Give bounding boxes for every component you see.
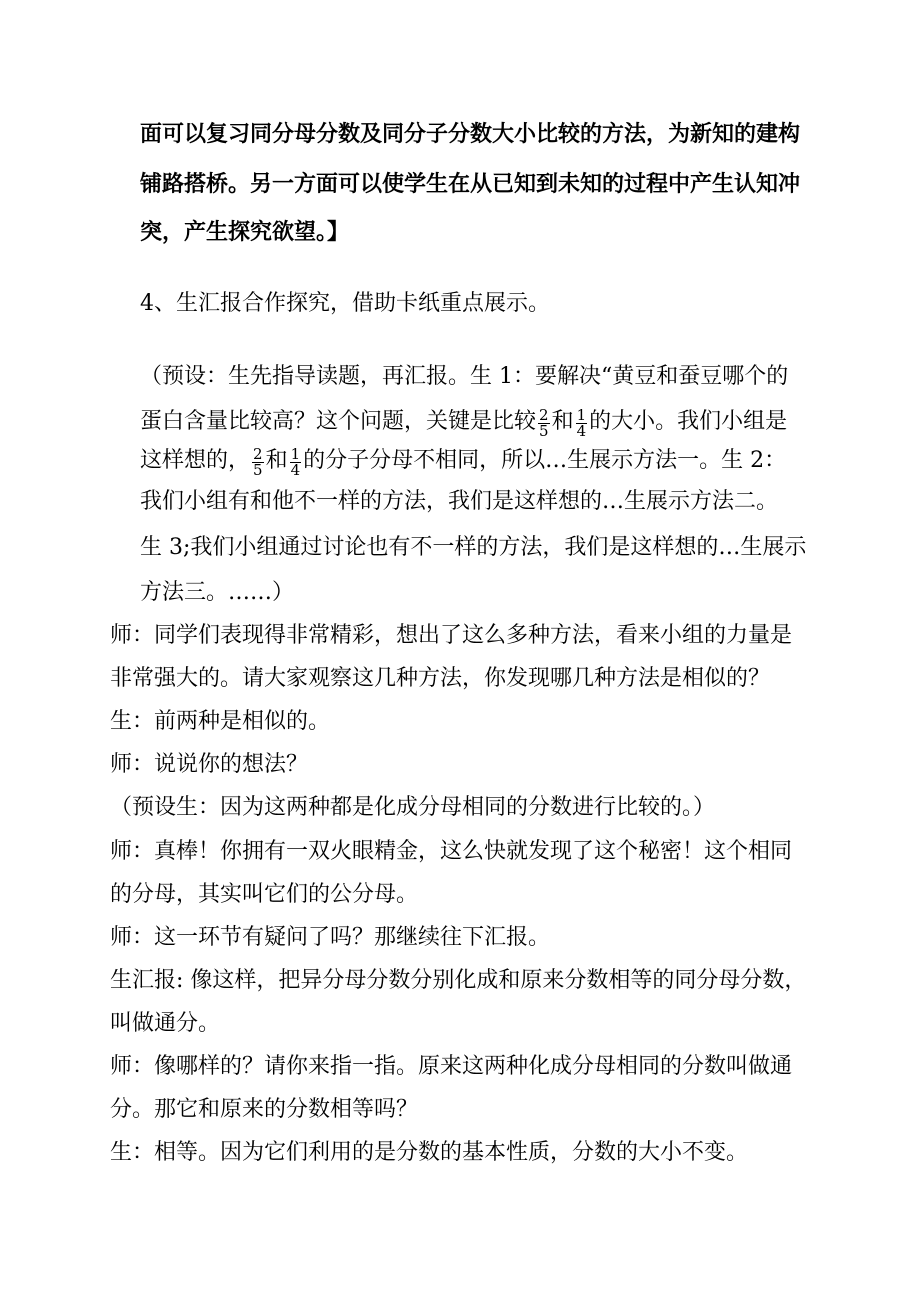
dialogue-line: 叫做通分。 (110, 1011, 221, 1036)
review-note-line-1: 面可以复习同分母分数及同分子分数大小比较的方法，为新知的建构 (140, 122, 801, 147)
fraction-numerator: 1 (290, 445, 301, 463)
fraction-numerator: 1 (576, 406, 587, 424)
preset-line-6: 方法三。……） (140, 580, 295, 605)
dialogue-line: 师：像哪样的？请你来指一指。原来这两种化成分母相同的分数叫做通 (110, 1054, 793, 1079)
fraction-two-fifths (252, 445, 264, 479)
preset-line-2-text-a: 蛋白含量比较高？这个问题，关键是比较 (140, 409, 537, 434)
fraction-one-quarter (576, 406, 588, 440)
dialogue-line: 师：真棒！你拥有一双火眼精金，这么快就发现了这个秘密！这个相同 (110, 839, 793, 864)
fraction-denominator: 4 (576, 422, 587, 440)
dialogue-line: 分。那它和原来的分数相等吗？ (110, 1097, 419, 1122)
preset-line-3-text-c: 的分子分母不相同，所以…生展示方法一。生 2： (303, 448, 787, 473)
preset-line-2-text-b: 和 (551, 409, 574, 434)
preset-line-5: 生 3;我们小组通过讨论也有不一样的方法，我们是这样想的…生展示 (140, 535, 807, 560)
preset-line-2-text-c: 的大小。我们小组是 (589, 409, 788, 434)
fraction-two-fifths (538, 406, 550, 440)
preset-line-3 (140, 445, 787, 479)
fraction-numerator: 2 (539, 406, 549, 424)
preset-line-3-text-b: 和 (265, 448, 288, 473)
step-4-heading: 4、生汇报合作探究，借助卡纸重点展示。 (140, 291, 550, 316)
dialogue-line: 师：同学们表现得非常精彩，想出了这么多种方法，看来小组的力量是 (110, 623, 793, 648)
fraction-denominator: 5 (539, 422, 549, 440)
preset-line-2 (140, 406, 788, 440)
dialogue-line: （预设生：因为这两种都是化成分母相同的分数进行比较的。） (110, 795, 716, 820)
review-note-line-3: 突，产生探究欲望。】 (140, 220, 350, 245)
fraction-numerator: 2 (253, 445, 263, 463)
fraction-denominator: 5 (253, 461, 263, 479)
dialogue-line: 师：说说你的想法？ (110, 752, 309, 777)
dialogue-line: 生：相等。因为它们利用的是分数的基本性质，分数的大小不变。 (110, 1140, 749, 1165)
preset-line-4: 我们小组有和他不一样的方法，我们是这样想的…生展示方法二。 (140, 489, 779, 514)
dialogue-line: 非常强大的。请大家观察这几种方法，你发现哪几种方法是相似的？ (110, 666, 771, 691)
fraction-denominator: 4 (290, 461, 301, 479)
review-note-line-2: 铺路搭桥。另一方面可以使学生在从已知到未知的过程中产生认知冲 (140, 172, 801, 197)
preset-line-1: （预设：生先指导读题，再汇报。生 1：要解决“黄豆和蚕豆哪个的 (140, 364, 789, 389)
dialogue-line: 生汇报: 像这样，把异分母分数分别化成和原来分数相等的同分母分数， (110, 968, 807, 993)
dialogue-line: 的分母，其实叫它们的公分母。 (110, 882, 419, 907)
dialogue-line: 师：这一环节有疑问了吗？那继续往下汇报。 (110, 925, 551, 950)
fraction-one-quarter (290, 445, 302, 479)
preset-line-3-text-a: 这样想的， (140, 448, 251, 473)
dialogue-line: 生：前两种是相似的。 (110, 709, 331, 734)
